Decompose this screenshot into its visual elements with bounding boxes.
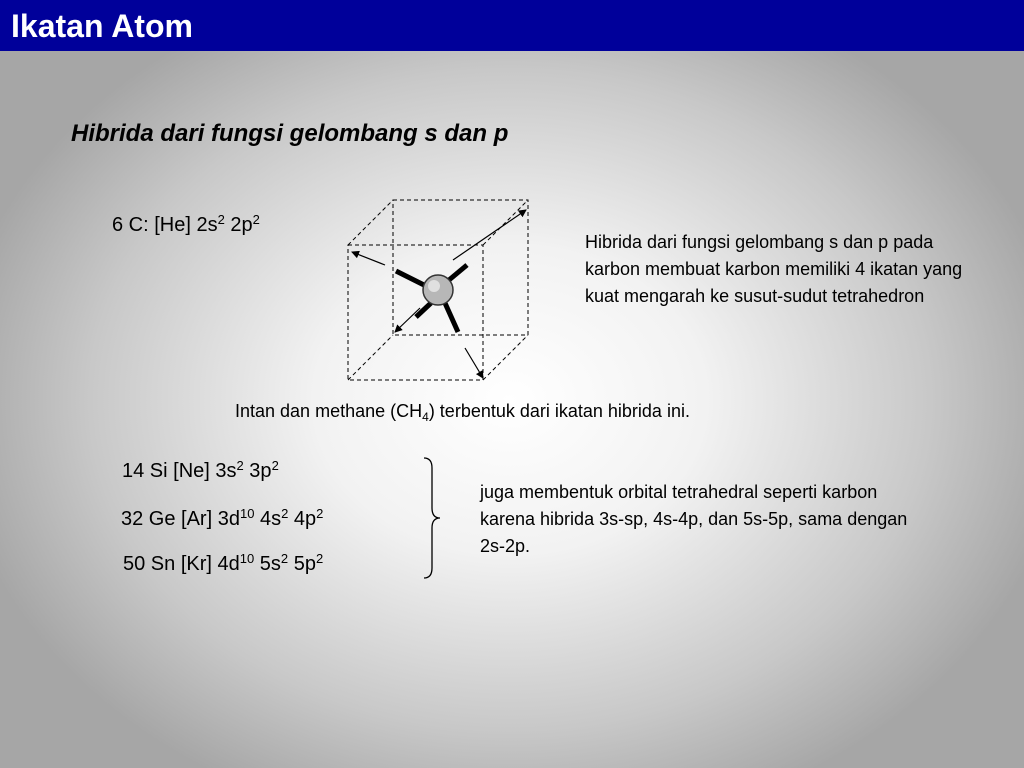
config-part: 4s — [254, 508, 282, 530]
config-exponent: 2 — [236, 458, 244, 473]
atom-highlight — [428, 280, 440, 292]
caption-subscript: 4 — [422, 410, 429, 424]
carbon-configuration — [112, 212, 260, 238]
config-part: 32 Ge [Ar] 3d — [121, 508, 240, 530]
slide-title: Ikatan Atom — [11, 8, 193, 44]
carbon-s-exponent: 2 — [217, 212, 225, 227]
config-part: 5p — [288, 553, 316, 575]
caption-text: Intan dan methane (CH — [235, 401, 423, 421]
carbon-config-part: 6 C: [He] 2s — [112, 214, 218, 236]
sn-configuration — [123, 551, 323, 577]
carbon-description: Hibrida dari fungsi gelombang s dan p pada karbon membuat karbon memiliki 4 ikatan yang kuat mengarah ke susut-sudut tetrahedron — [585, 232, 963, 306]
arrow-bottom-right — [465, 348, 483, 378]
config-part: 3p — [243, 460, 272, 482]
config-exponent: 10 — [239, 506, 255, 521]
caption-text: ) terbentuk dari ikatan hibrida ini. — [428, 401, 690, 421]
slide-subtitle: Hibrida dari fungsi gelombang s dan p — [71, 120, 509, 147]
ge-configuration — [121, 506, 323, 532]
config-exponent: 10 — [239, 551, 255, 566]
config-exponent: 2 — [316, 506, 324, 521]
config-part: 5s — [254, 553, 281, 575]
config-part: 50 Sn [Kr] 4d — [123, 553, 240, 575]
config-exponent: 2 — [281, 506, 289, 521]
config-exponent: 2 — [280, 551, 289, 566]
arrow-bottom-left — [395, 308, 420, 332]
hybrid-caption — [235, 398, 690, 424]
config-part: 4p — [288, 508, 317, 530]
carbon-p-exponent: 2 — [252, 212, 260, 227]
arrow-top-left — [352, 252, 385, 265]
config-part: 14 Si [Ne] 3s — [122, 460, 237, 482]
title-bar — [0, 0, 1024, 51]
tetrahedral-cube-diagram — [330, 190, 540, 390]
si-configuration — [122, 458, 279, 484]
config-exponent: 2 — [271, 458, 279, 473]
elements-description: juga membentuk orbital tetrahedral seperti karbon karena hibrida 3s-sp, 4s-4p, dan 5s-5p, sama dengan 2s-2p. — [480, 482, 908, 556]
config-exponent: 2 — [315, 551, 324, 566]
carbon-config-part: 2p — [224, 214, 253, 236]
arrow-top-right — [453, 210, 526, 260]
right-brace — [418, 455, 448, 581]
